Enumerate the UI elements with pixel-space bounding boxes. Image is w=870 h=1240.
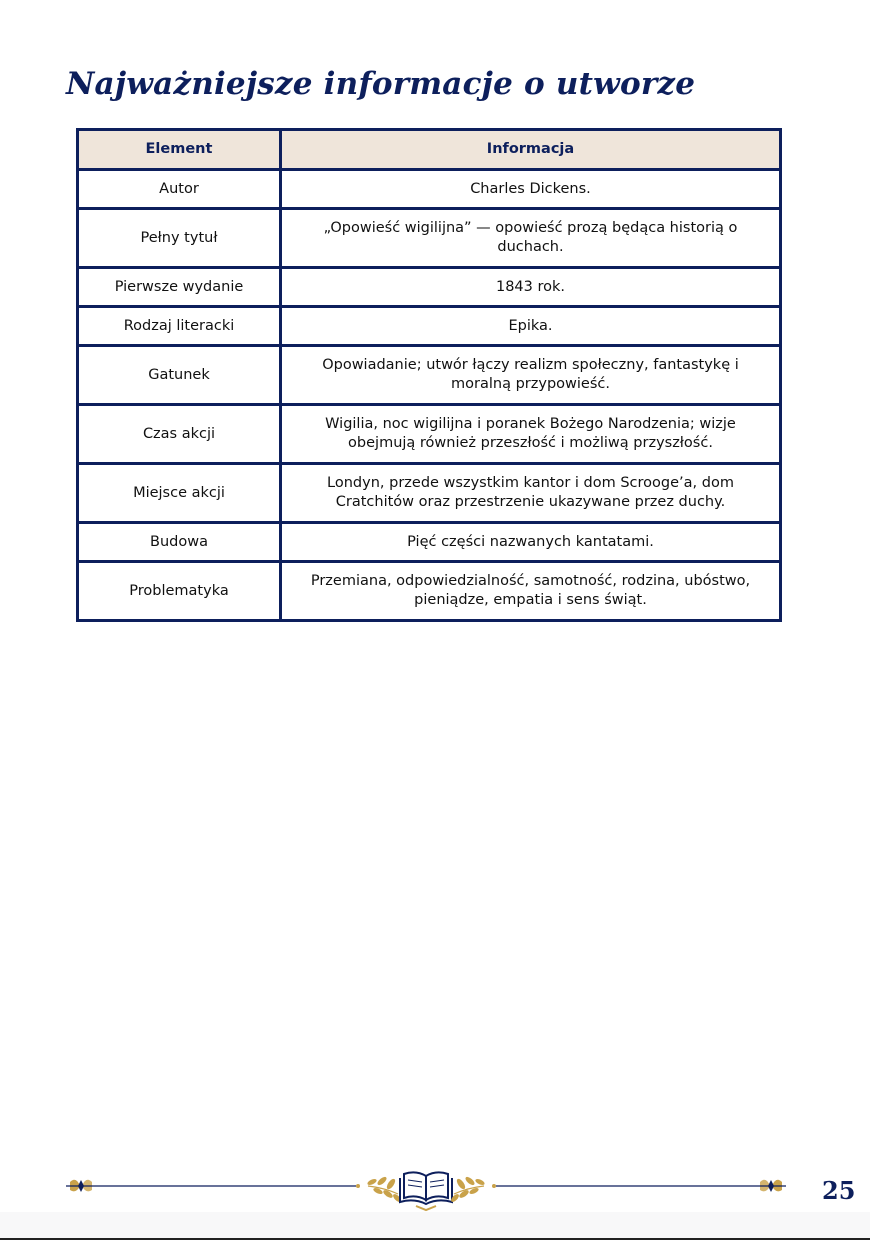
row-element-cell: Miejsce akcji	[78, 464, 281, 523]
page-title: Najważniejsze informacje o utworze	[66, 66, 696, 102]
row-info-cell: Londyn, przede wszystkim kantor i dom Scrooge’a, dom Cratchitów oraz przestrzenie ukazywane przez duchy.	[281, 464, 781, 523]
table-header-row	[78, 130, 781, 170]
row-element-cell: Problematyka	[78, 562, 281, 621]
table-row	[78, 209, 781, 268]
table-row	[78, 405, 781, 464]
row-element-cell: Rodzaj literacki	[78, 307, 281, 346]
table-row	[78, 464, 781, 523]
row-element-cell: Pełny tytuł	[78, 209, 281, 268]
row-info-cell: Opowiadanie; utwór łączy realizm społeczny, fantastykę i moralną przypowieść.	[281, 346, 781, 405]
info-table	[76, 128, 782, 622]
table-row	[78, 562, 781, 621]
row-info-cell: Charles Dickens.	[281, 170, 781, 209]
row-element-cell: Budowa	[78, 523, 281, 562]
row-element-cell: Gatunek	[78, 346, 281, 405]
row-info-cell: Pięć części nazwanych kantatami.	[281, 523, 781, 562]
row-info-cell: „Opowieść wigilijna” — opowieść prozą będąca historią o duchach.	[281, 209, 781, 268]
row-element-cell: Pierwsze wydanie	[78, 268, 281, 307]
column-header-information: Informacja	[281, 130, 781, 170]
fleuron-icon-left	[66, 1180, 96, 1192]
table-row	[78, 268, 781, 307]
row-info-cell: Wigilia, noc wigilijna i poranek Bożego Narodzenia; wizje obejmują również przeszłość i możliwą przyszłość.	[281, 405, 781, 464]
row-info-cell: 1843 rok.	[281, 268, 781, 307]
page-number: 25	[822, 1176, 856, 1205]
row-element-cell: Autor	[78, 170, 281, 209]
row-element-cell: Czas akcji	[78, 405, 281, 464]
table-row	[78, 307, 781, 346]
table-row	[78, 346, 781, 405]
footer-ornament	[60, 1162, 790, 1212]
column-header-element: Element	[78, 130, 281, 170]
table-row	[78, 170, 781, 209]
row-info-cell: Przemiana, odpowiedzialność, samotność, rodzina, ubóstwo, pieniądze, empatia i sens świąt.	[281, 562, 781, 621]
table-row	[78, 523, 781, 562]
laurel-leaf-icon-right	[450, 1175, 486, 1203]
footer-bar	[0, 1212, 870, 1238]
row-info-cell: Epika.	[281, 307, 781, 346]
fleuron-icon-right	[756, 1180, 786, 1192]
laurel-leaf-icon-left	[366, 1175, 402, 1203]
open-book-icon	[400, 1172, 452, 1210]
